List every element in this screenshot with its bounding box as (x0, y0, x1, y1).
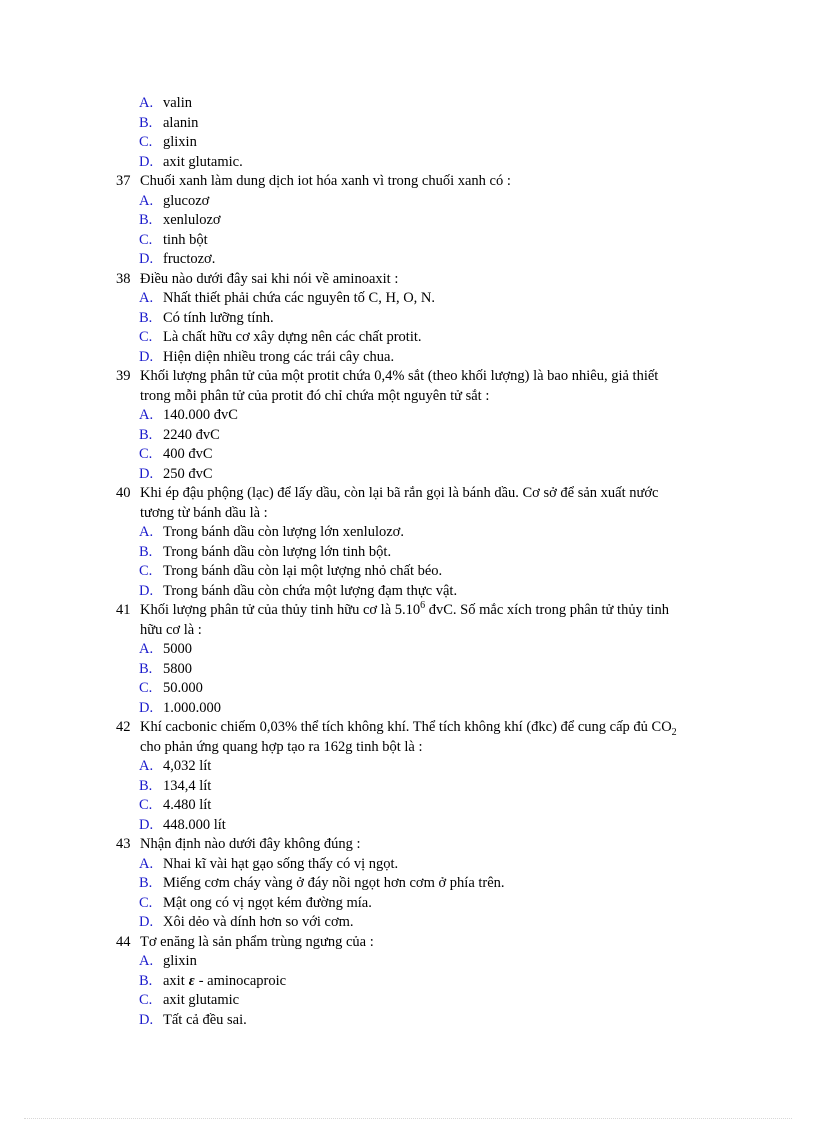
option-row (116, 796, 736, 816)
option-row (116, 133, 736, 153)
question-number: 38 (116, 270, 131, 287)
option-letter: D. (139, 251, 154, 267)
option-row (116, 991, 736, 1011)
option-letter: C. (139, 797, 153, 813)
option-row (116, 874, 736, 894)
question-text: Khối lượng phân tử của một protit chứa 0,4% sắt (theo khối lượng) là bao nhiêu, giả thiết (140, 368, 659, 384)
question-43 (116, 835, 736, 855)
option-text: Hiện diện nhiều trong các trái cây chua. (163, 348, 395, 365)
option-row (116, 855, 736, 875)
option-text: 5800 (163, 660, 192, 677)
option-letter: D. (139, 699, 154, 716)
option-text: Trong bánh dầu còn lượng lớn xenlulozơ. (163, 524, 404, 540)
option-row (116, 153, 736, 173)
question-number: 37 (116, 173, 131, 189)
option-text: Tất cả đều sai. (163, 1011, 247, 1028)
question-text: Chuối xanh làm dung dịch iot hóa xanh vì trong chuối xanh có : (140, 173, 511, 189)
question-number: 40 (116, 485, 131, 501)
option-text: 448.000 lít (163, 816, 226, 833)
document-body (116, 94, 736, 1030)
option-text: Mật ong có vị ngọt kém đường mía. (163, 894, 372, 911)
question-text: Tơ enăng là sản phẩm trùng ngưng của : (140, 933, 374, 950)
option-letter: B. (139, 972, 153, 989)
option-text: 50.000 (163, 680, 203, 696)
question-text-part: Khí cacbonic chiếm 0,03% thể tích không khí. Thể tích không khí (đkc) để cung cấp đủ CO (140, 719, 672, 735)
option-text: 2240 đvC (163, 426, 220, 443)
option-row (116, 913, 736, 933)
option-row (116, 757, 736, 777)
option-letter: A. (139, 95, 154, 111)
option-text: 250 đvC (163, 465, 213, 482)
option-text: 4.480 lít (163, 797, 212, 813)
option-text: Trong bánh dầu còn lượng lớn tinh bột. (163, 543, 392, 560)
option-row (116, 660, 736, 680)
option-row (116, 816, 736, 836)
option-text: 4,032 lít (163, 758, 212, 774)
option-letter: D. (139, 816, 154, 833)
question-text: Nhận định nào dưới đây không đúng : (140, 836, 361, 852)
option-row (116, 114, 736, 134)
option-letter: D. (139, 153, 154, 170)
question-text-part: Khối lượng phân tử của thủy tinh hữu cơ là 5.10 (140, 602, 421, 618)
option-letter: B. (139, 426, 153, 443)
option-letter: C. (139, 231, 153, 248)
option-text: fructozơ. (163, 251, 216, 267)
option-letter: C. (139, 894, 153, 911)
option-text: 400 đvC (163, 446, 213, 462)
option-letter: C. (139, 329, 153, 345)
option-row (116, 1011, 736, 1031)
option-letter: D. (139, 582, 154, 599)
option-row (116, 972, 736, 992)
option-letter: B. (139, 660, 153, 677)
option-letter: C. (139, 680, 153, 696)
question-39 (116, 367, 736, 387)
question-text-continued: cho phản ứng quang hợp tạo ra 162g tinh bột là : (140, 738, 423, 755)
option-text: axit glutamic (163, 992, 240, 1008)
option-row (116, 582, 736, 602)
option-text: alanin (163, 114, 199, 131)
question-text: Điều nào dưới đây sai khi nói về aminoaxit : (140, 270, 399, 287)
option-text: valin (163, 95, 192, 111)
question-number: 44 (116, 933, 131, 950)
option-letter: C. (139, 992, 153, 1008)
question-number: 39 (116, 368, 131, 384)
option-text: Là chất hữu cơ xây dựng nên các chất protit. (163, 329, 422, 345)
option-text: Có tính lưỡng tính. (163, 309, 274, 326)
option-row (116, 640, 736, 660)
question-41 (116, 601, 736, 621)
option-row (116, 699, 736, 719)
option-letter: A. (139, 524, 154, 540)
option-text: axit glutamic. (163, 153, 243, 170)
question-number: 43 (116, 836, 131, 852)
page-bottom-divider (24, 1118, 792, 1119)
option-letter: B. (139, 777, 153, 794)
option-letter: A. (139, 641, 154, 657)
option-row (116, 211, 736, 231)
option-text: glixin (163, 953, 197, 969)
question-text-part: đvC. Số mắc xích trong phân tử thủy tinh (425, 602, 670, 618)
option-letter: C. (139, 563, 153, 579)
option-text: Nhất thiết phải chứa các nguyên tố C, H, O, N. (163, 290, 436, 306)
option-letter: B. (139, 543, 153, 560)
option-text: Trong bánh dầu còn chứa một lượng đạm thực vật. (163, 582, 458, 599)
option-row (116, 250, 736, 270)
option-row (116, 309, 736, 329)
option-row (116, 679, 736, 699)
option-letter: D. (139, 348, 154, 365)
option-row (116, 562, 736, 582)
option-row (116, 94, 736, 114)
option-letter: C. (139, 446, 153, 462)
option-text: glucozơ (163, 192, 210, 209)
option-row (116, 523, 736, 543)
option-text: xenlulozơ (163, 212, 221, 228)
option-row (116, 445, 736, 465)
option-row (116, 289, 736, 309)
option-row (116, 328, 736, 348)
option-text: Miếng cơm cháy vàng ở đáy nồi ngọt hơn cơm ở phía trên. (163, 875, 505, 891)
question-40 (116, 484, 736, 504)
question-number: 41 (116, 602, 131, 618)
option-letter: A. (139, 192, 154, 209)
option-text: Nhai kĩ vài hạt gạo sống thấy có vị ngọt. (163, 855, 399, 872)
option-text (163, 972, 286, 992)
question-42 (116, 718, 736, 738)
subscript: 2 (671, 726, 677, 738)
option-text: tinh bột (163, 231, 208, 248)
question-text-continued: trong mỗi phân tử của protit đó chỉ chứa một nguyên tử sắt : (140, 387, 490, 404)
question-38 (116, 270, 736, 290)
question-text (140, 718, 736, 738)
option-text: 5000 (163, 641, 192, 657)
question-text-continued: hữu cơ là : (140, 621, 202, 638)
option-letter: A. (139, 407, 154, 423)
option-text: 1.000.000 (163, 699, 221, 716)
option-text-part: - aminocaproic (198, 972, 287, 989)
superscript: 6 (420, 600, 426, 612)
option-text: Trong bánh dầu còn lại một lượng nhỏ chất béo. (163, 563, 443, 579)
option-letter: B. (139, 114, 153, 131)
option-letter: B. (139, 212, 153, 228)
option-letter: D. (139, 1011, 154, 1028)
option-row (116, 465, 736, 485)
question-44 (116, 933, 736, 953)
option-text: 134,4 lít (163, 777, 212, 794)
option-row (116, 543, 736, 563)
question-text: Khi ép đậu phộng (lạc) để lấy dầu, còn lại bã rắn gọi là bánh dầu. Cơ sở để sản xuất nước (140, 485, 659, 501)
option-row (116, 348, 736, 368)
option-text-part: axit (163, 972, 185, 989)
option-row (116, 777, 736, 797)
epsilon-symbol: ε (188, 972, 195, 989)
option-row (116, 231, 736, 251)
question-number: 42 (116, 719, 131, 735)
option-letter: A. (139, 758, 154, 774)
option-letter: D. (139, 914, 154, 930)
option-letter: C. (139, 134, 153, 150)
option-row (116, 952, 736, 972)
option-row (116, 426, 736, 446)
question-37 (116, 172, 736, 192)
option-row (116, 406, 736, 426)
question-text (140, 601, 736, 621)
option-letter: A. (139, 855, 154, 872)
option-text: Xôi dẻo và dính hơn so với cơm. (163, 914, 354, 930)
question-text-continued: tương từ bánh dầu là : (140, 504, 268, 521)
option-text: glixin (163, 134, 197, 150)
option-letter: B. (139, 309, 153, 326)
option-text: 140.000 đvC (163, 407, 238, 423)
option-row (116, 894, 736, 914)
option-letter: D. (139, 465, 154, 482)
option-letter: A. (139, 290, 154, 306)
option-letter: A. (139, 953, 154, 969)
option-letter: B. (139, 875, 153, 891)
option-row (116, 192, 736, 212)
